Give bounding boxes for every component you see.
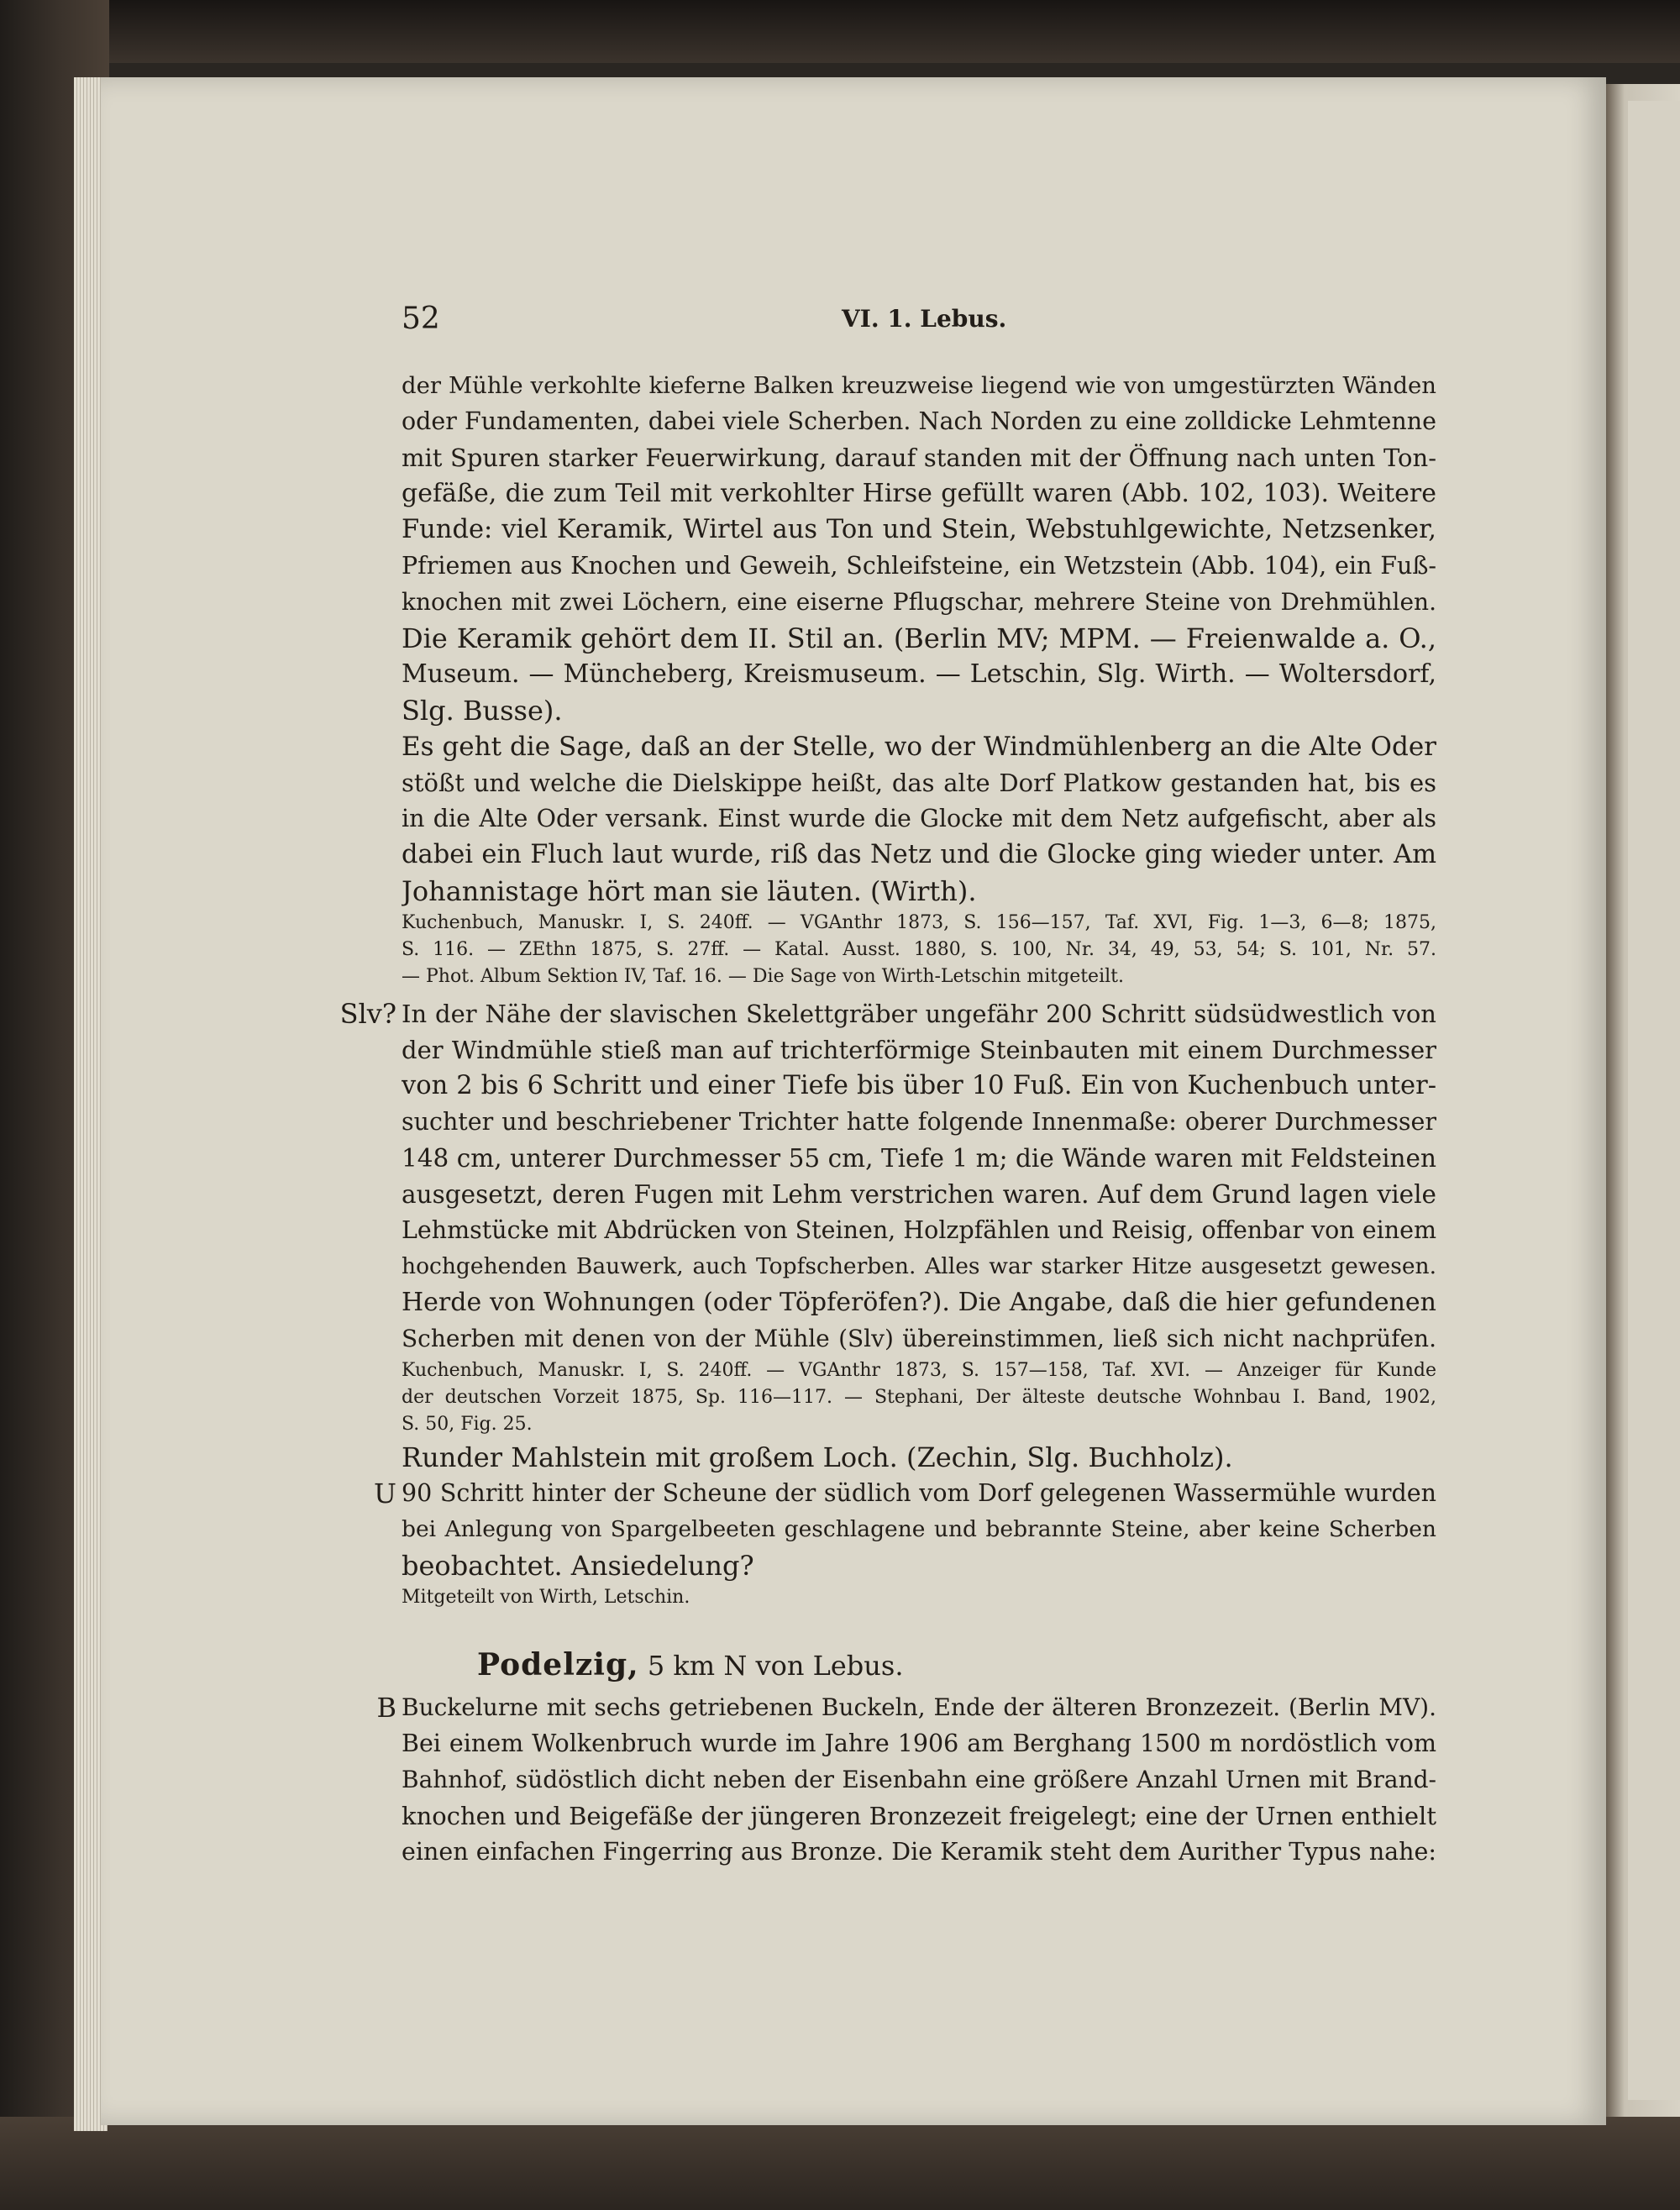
text-line: Museum. — Müncheberg, Kreismuseum. — Letschin, Slg. Wirth. — Woltersdorf,: [402, 659, 1436, 689]
text-line: oder Fundamenten, dabei viele Scherben. Nach Norden zu eine zolldicke Lehmtenne: [402, 407, 1436, 435]
section-heading: [477, 1644, 903, 1686]
book-cover-top: [0, 0, 1680, 63]
text-line: Herde von Wohnungen (oder Töpferöfen?). Die Angabe, daß die hier gefundenen: [402, 1288, 1436, 1317]
text-line: In der Nähe der slavischen Skelettgräber ungefähr 200 Schritt südsüdwestlich von: [402, 1000, 1436, 1028]
text-line: Bahnhof, südöstlich dicht neben der Eisenbahn eine größere Anzahl Urnen mit Brand-: [402, 1766, 1436, 1793]
section-place: Podelzig,: [477, 1647, 639, 1682]
text-line: Scherben mit denen von der Mühle (Slv) übereinstimmen, ließ sich nicht nachprüfen.: [402, 1325, 1436, 1352]
reference-line: — Phot. Album Sektion IV, Taf. 16. — Die Sage von Wirth-Letschin mitgeteilt.: [402, 966, 1124, 987]
reference-line: S. 50, Fig. 25.: [402, 1414, 533, 1435]
text-line: Buckelurne mit sechs getriebenen Buckeln, Ende der älteren Bronzezeit. (Berlin MV).: [402, 1693, 1436, 1721]
margin-mark-b: B: [376, 1692, 396, 1724]
text-line: 148 cm, unterer Durchmesser 55 cm, Tiefe 1 m; die Wände waren mit Feldsteinen: [402, 1144, 1436, 1173]
text-line: Es geht die Sage, daß an der Stelle, wo der Windmühlenberg an die Alte Oder: [402, 732, 1436, 762]
text-line: von 2 bis 6 Schritt und einer Tiefe bis über 10 Fuß. Ein von Kuchenbuch unter-: [402, 1071, 1436, 1100]
text-line: 90 Schritt hinter der Scheune der südlich vom Dorf gelegenen Wassermühle wurden: [402, 1479, 1436, 1507]
section-location: 5 km N von Lebus.: [647, 1650, 904, 1682]
text-line: Runder Mahlstein mit großem Loch. (Zechin, Slg. Buchholz).: [402, 1441, 1233, 1473]
text-line: bei Anlegung von Spargelbeeten geschlagene und bebrannte Steine, aber keine Scherben: [402, 1516, 1436, 1542]
text-line: der Mühle verkohlte kieferne Balken kreuzweise liegend wie von umgestürzten Wänden: [402, 372, 1436, 399]
text-line: ausgesetzt, deren Fugen mit Lehm verstrichen waren. Auf dem Grund lagen viele: [402, 1180, 1436, 1209]
text-line: suchter und beschriebener Trichter hatte folgende Innenmaße: oberer Durchmesser: [402, 1108, 1436, 1136]
text-line: hochgehenden Bauwerk, auch Topfscherben. Alles war starker Hitze ausgesetzt gewesen.: [402, 1253, 1436, 1279]
text-line: beobachtet. Ansiedelung?: [402, 1550, 754, 1582]
reference-line: Mitgeteilt von Wirth, Letschin.: [402, 1587, 690, 1608]
text-line: Pfriemen aus Knochen und Geweih, Schleifsteine, ein Wetzstein (Abb. 104), ein Fuß-: [402, 552, 1436, 580]
text-line: in die Alte Oder versank. Einst wurde die Glocke mit dem Netz aufgefischt, aber als: [402, 805, 1436, 832]
reference-line: Kuchenbuch, Manuskr. I, S. 240ff. — VGAnthr 1873, S. 157—158, Taf. XVI. — Anzeiger für Kunde: [402, 1360, 1436, 1381]
book-cover-bottom: [0, 2117, 1680, 2210]
page-number: 52: [402, 302, 440, 336]
text-line: einen einfachen Fingerring aus Bronze. Die Keramik steht dem Aurither Typus nahe:: [402, 1838, 1436, 1866]
text-line: Slg. Busse).: [402, 695, 563, 727]
text-line: Lehmstücke mit Abdrücken von Steinen, Holzpfählen und Reisig, offenbar von einem: [402, 1216, 1436, 1244]
text-line: dabei ein Fluch laut wurde, riß das Netz und die Glocke ging wieder unter. Am: [402, 840, 1436, 869]
reference-line: der deutschen Vorzeit 1875, Sp. 116—117. — Stephani, Der älteste deutsche Wohnbau I. Band, 1902,: [402, 1387, 1436, 1408]
text-line: Funde: viel Keramik, Wirtel aus Ton und Stein, Webstuhlgewichte, Netzsenker,: [402, 515, 1436, 544]
reference-line: S. 116. — ZEthn 1875, S. 27ff. — Katal. Ausst. 1880, S. 100, Nr. 34, 49, 53, 54; S. 101, Nr. 57.: [402, 939, 1436, 960]
text-line: Die Keramik gehört dem II. Stil an. (Berlin MV; MPM. — Freienwalde a. O.,: [402, 622, 1436, 654]
reference-line: Kuchenbuch, Manuskr. I, S. 240ff. — VGAnthr 1873, S. 156—157, Taf. XVI, Fig. 1—3, 6—8; 1875,: [402, 912, 1436, 933]
facing-page: [1628, 101, 1680, 2100]
running-head: VI. 1. Lebus.: [842, 305, 1007, 333]
text-line: gefäße, die zum Teil mit verkohlter Hirse gefüllt waren (Abb. 102, 103). Weitere: [402, 479, 1436, 508]
margin-mark-slv: Slv?: [339, 998, 396, 1030]
text-line: stößt und welche die Dielskippe heißt, das alte Dorf Platkow gestanden hat, bis es: [402, 769, 1436, 797]
text-line: Johannistage hört man sie läuten. (Wirth).: [402, 875, 977, 907]
text-line: knochen und Beigefäße der jüngeren Bronzezeit freigelegt; eine der Urnen enthielt: [402, 1802, 1436, 1830]
text-line: Bei einem Wolkenbruch wurde im Jahre 1906 am Berghang 1500 m nordöstlich vom: [402, 1730, 1436, 1757]
text-line: knochen mit zwei Löchern, eine eiserne Pflugschar, mehrere Steine von Drehmühlen.: [402, 588, 1436, 616]
text-line: der Windmühle stieß man auf trichterförmige Steinbauten mit einem Durchmesser: [402, 1036, 1436, 1064]
text-line: mit Spuren starker Feuerwirkung, darauf standen mit der Öffnung nach unten Ton-: [402, 444, 1436, 472]
margin-mark-u: U: [374, 1478, 396, 1509]
